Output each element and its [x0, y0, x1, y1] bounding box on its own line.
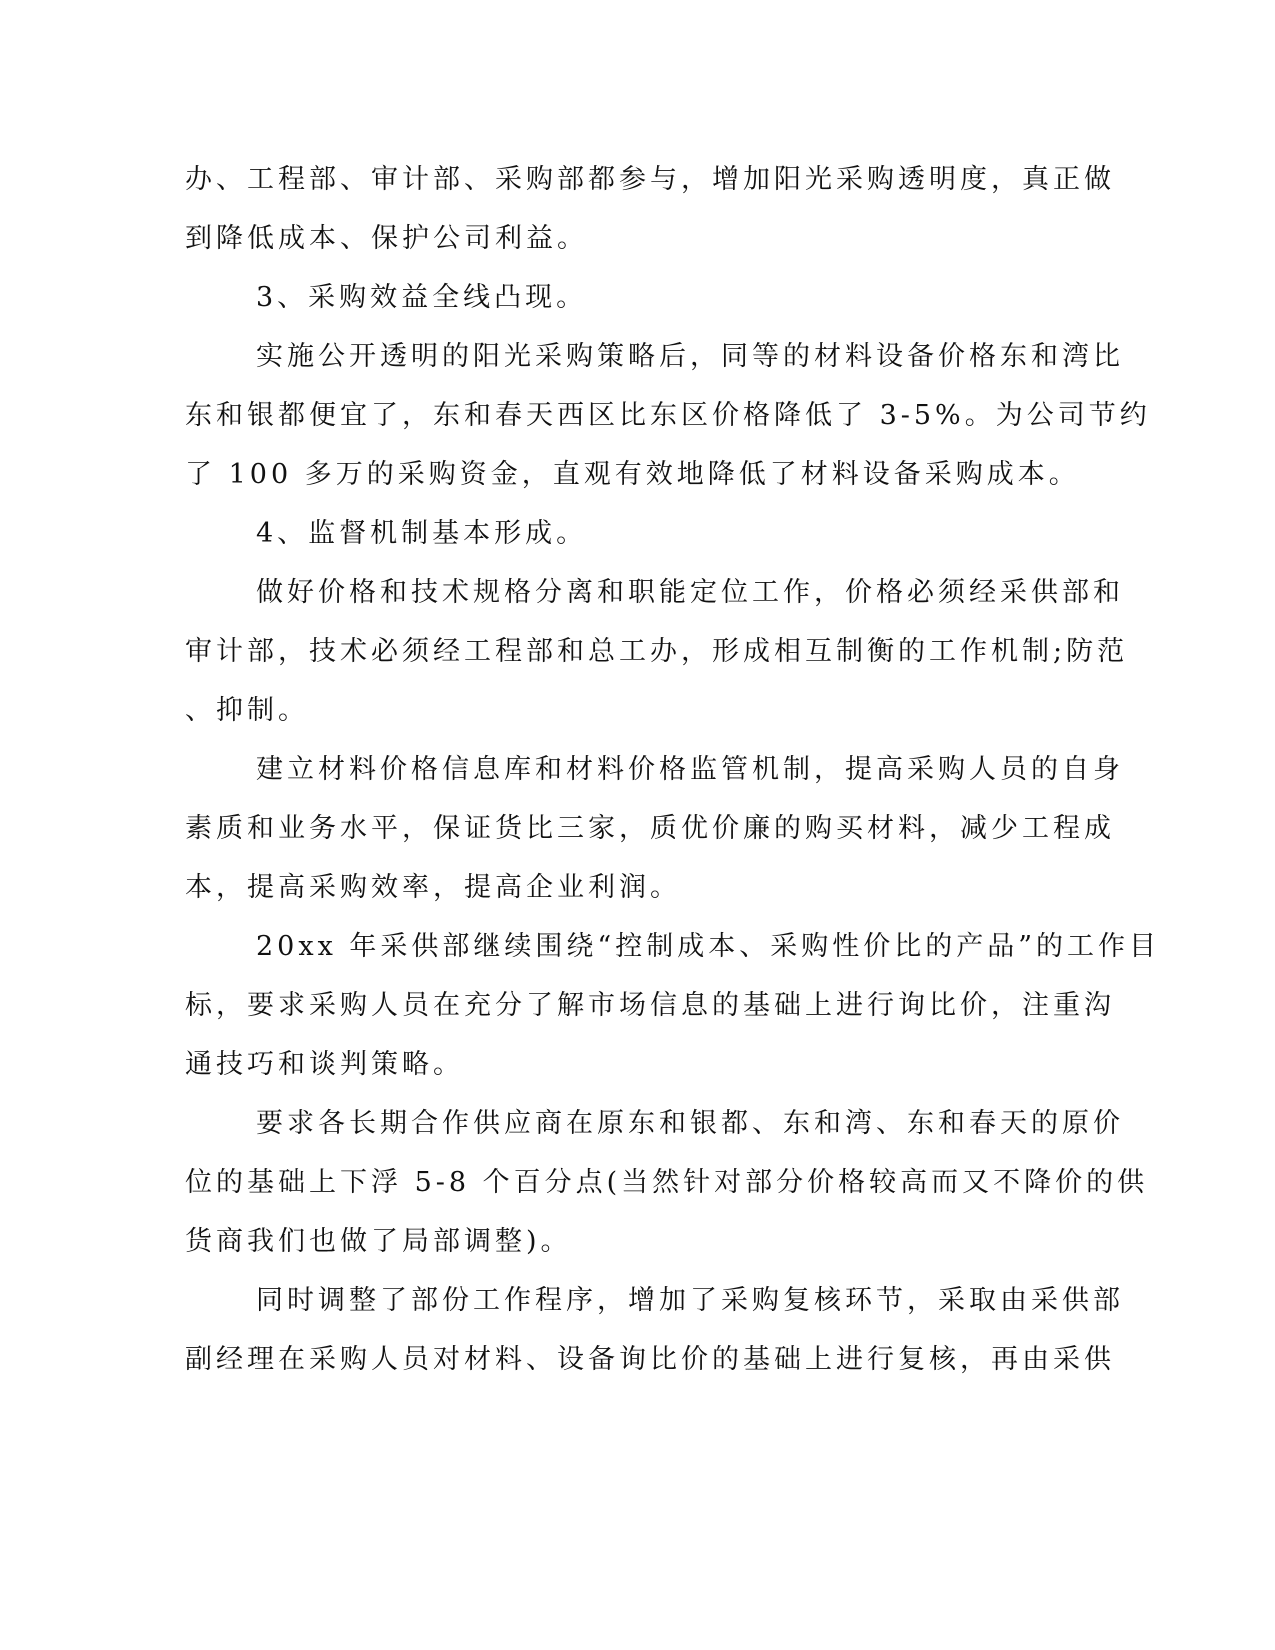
- paragraph-line: 审计部，技术必须经工程部和总工办，形成相互制衡的工作机制;防范: [185, 636, 1129, 667]
- paragraph-line: 同时调整了部份工作程序，增加了采购复核环节，采取由采供部: [256, 1285, 1124, 1316]
- section-heading: 4、监督机制基本形成。: [256, 518, 588, 549]
- paragraph-line: 20xx 年采供部继续围绕“控制成本、采购性价比的产品”的工作目: [256, 931, 1160, 962]
- paragraph-line: 做好价格和技术规格分离和职能定位工作，价格必须经采供部和: [256, 577, 1124, 608]
- paragraph-line: 要求各长期合作供应商在原东和银都、东和湾、东和春天的原价: [256, 1108, 1124, 1139]
- paragraph-line: 、抑制。: [185, 695, 309, 726]
- paragraph-line: 建立材料价格信息库和材料价格监管机制，提高采购人员的自身: [256, 754, 1124, 785]
- section-heading: 3、采购效益全线凸现。: [256, 282, 588, 313]
- paragraph-line: 实施公开透明的阳光采购策略后，同等的材料设备价格东和湾比: [256, 341, 1124, 372]
- paragraph-line: 东和银都便宜了，东和春天西区比东区价格降低了 3-5%。为公司节约: [185, 400, 1151, 431]
- paragraph-line: 本，提高采购效率，提高企业利润。: [185, 872, 681, 903]
- paragraph-line: 素质和业务水平，保证货比三家，质优价廉的购买材料，减少工程成: [185, 813, 1115, 844]
- paragraph-line: 位的基础上下浮 5-8 个百分点(当然针对部分价格较高而又不降价的供: [185, 1167, 1149, 1198]
- paragraph-line: 到降低成本、保护公司利益。: [185, 223, 588, 254]
- paragraph-line: 通技巧和谈判策略。: [185, 1049, 464, 1080]
- paragraph-line: 了 100 多万的采购资金，直观有效地降低了材料设备采购成本。: [185, 459, 1080, 490]
- paragraph-line: 货商我们也做了局部调整)。: [185, 1226, 572, 1257]
- paragraph-line: 标，要求采购人员在充分了解市场信息的基础上进行询比价，注重沟: [185, 990, 1115, 1021]
- paragraph-line: 办、工程部、审计部、采购部都参与，增加阳光采购透明度，真正做: [185, 164, 1115, 195]
- paragraph-line: 副经理在采购人员对材料、设备询比价的基础上进行复核，再由采供: [185, 1344, 1115, 1375]
